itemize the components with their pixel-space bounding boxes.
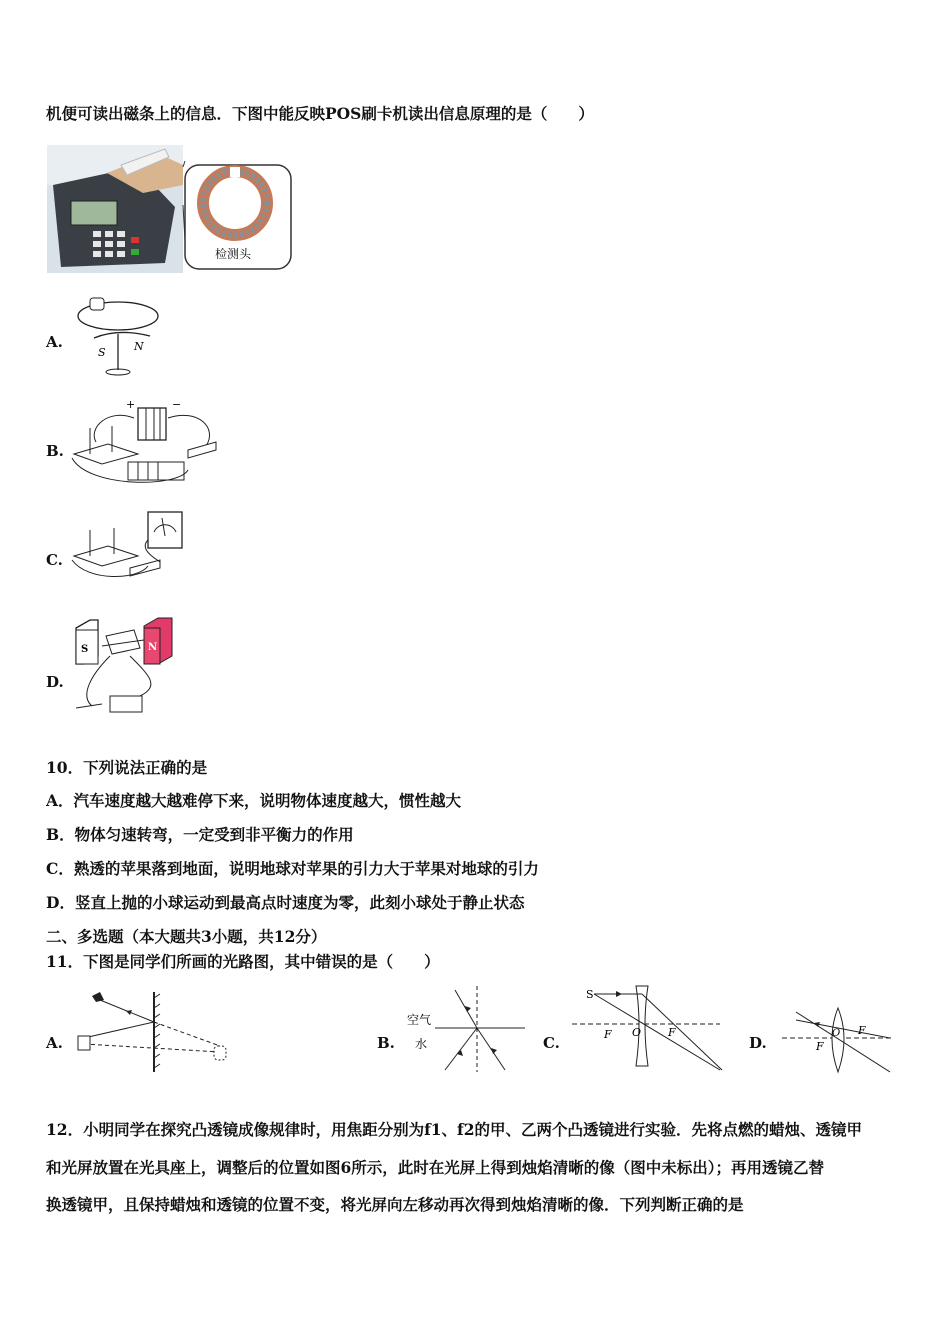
fig-c-f2-label: F	[668, 1026, 676, 1039]
q11-option-d-figure	[778, 1006, 896, 1076]
q10-option-c: C．熟透的苹果落到地面，说明地球对苹果的引力大于苹果对地球的引力	[46, 859, 539, 878]
q9-option-b-figure	[68, 398, 220, 490]
fig-d-n-label: N	[148, 642, 158, 653]
fig-b-minus-label: −	[172, 398, 182, 411]
q10-option-b: B．物体匀速转弯，一定受到非平衡力的作用	[46, 825, 354, 844]
section-heading: 二、多选题（本大题共3小题，共12分）	[46, 927, 327, 946]
fig-a-s-label: S	[98, 346, 106, 359]
fig-a-n-label: N	[134, 340, 144, 353]
fig-d-f1-label: F	[816, 1040, 824, 1053]
q11-stem: 11．下图是同学们所画的光路图，其中错误的是（ ）	[46, 952, 440, 971]
fig-d-o-label: O	[832, 1028, 841, 1039]
pos-machine-figure	[47, 145, 297, 273]
q9-option-d-figure	[70, 616, 176, 718]
pos-caption: 检测头	[215, 247, 252, 261]
fig-d-f2-label: F	[858, 1024, 866, 1037]
q11-option-d-label: D.	[749, 1034, 767, 1052]
q11-option-c-figure	[570, 982, 728, 1076]
q9-option-c-figure	[68, 510, 188, 582]
q11-option-a-figure	[70, 988, 240, 1072]
fig-c-f1-label: F	[604, 1028, 612, 1041]
q12-line-3: 换透镜甲，且保持蜡烛和透镜的位置不变，将光屏向左移动再次得到烛焰清晰的像．下列判断正确的是	[46, 1195, 744, 1214]
q11-option-a-label: A.	[46, 1034, 63, 1052]
q12-line-1: 12．小明同学在探究凸透镜成像规律时，用焦距分别为f1、f2的甲、乙两个凸透镜进行实验．先将点燃的蜡烛、透镜甲	[46, 1120, 862, 1139]
q10-option-d: D．竖直上抛的小球运动到最高点时速度为零，此刻小球处于静止状态	[46, 893, 525, 912]
q9-option-a-label: A.	[46, 333, 63, 351]
q9-option-d-label: D.	[46, 673, 64, 691]
q11-option-b-figure	[405, 984, 530, 1074]
q9-option-b-label: B.	[46, 442, 64, 460]
fig-b-plus-label: +	[126, 398, 136, 411]
fig-b-air-label: 空气	[407, 1013, 432, 1027]
q10-stem: 10．下列说法正确的是	[46, 758, 208, 777]
q11-option-b-label: B.	[377, 1034, 395, 1052]
fig-c-o-label: O	[632, 1026, 642, 1039]
q12-line-2: 和光屏放置在光具座上，调整后的位置如图6所示，此时在光屏上得到烛焰清晰的像（图中未标出）；再用透镜乙替	[46, 1158, 825, 1177]
q9-stem: 机便可读出磁条上的信息．下图中能反映POS刷卡机读出信息原理的是（ ）	[46, 104, 594, 123]
q10-option-a: A．汽车速度越大越难停下来，说明物体速度越大，惯性越大	[46, 791, 462, 810]
fig-c-s-label: S	[586, 988, 594, 1001]
q11-option-c-label: C.	[543, 1034, 560, 1052]
fig-d-s-label: S	[81, 644, 89, 655]
fig-b-water-label: 水	[415, 1037, 428, 1051]
q9-option-c-label: C.	[46, 551, 63, 569]
q9-option-a-figure	[68, 290, 168, 382]
